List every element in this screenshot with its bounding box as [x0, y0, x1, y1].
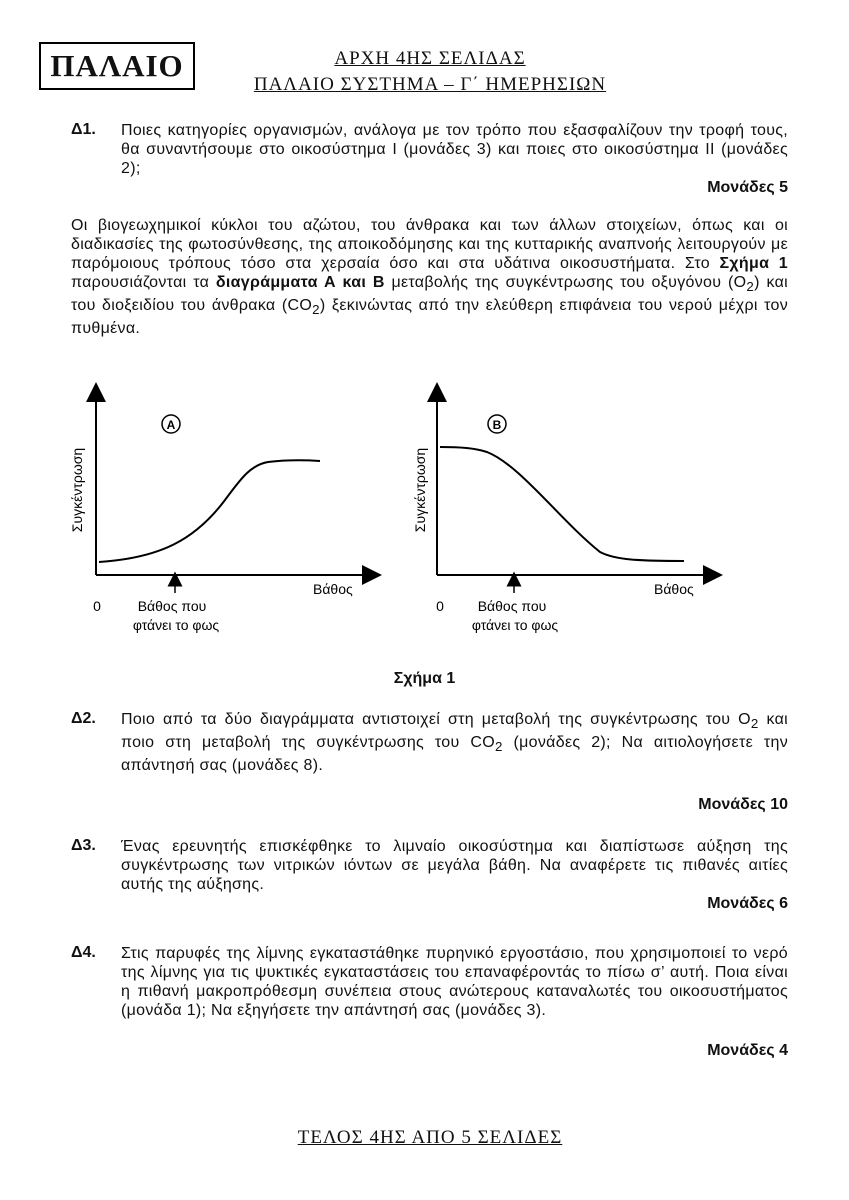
question-d2-marks: Μονάδες 10 [698, 796, 788, 813]
question-d1-marks: Μονάδες 5 [707, 179, 788, 196]
question-d4-text: Στις παρυφές της λίμνης εγκαταστάθηκε πυρηνικό εργοστάσιο, που χρησιμοποιεί το νερό της λίμνης για τις ψυκτικές εγκαταστάσεις του επαναφέροντάς το πίσω σ’ αυτή. Ποια είναι η πιθανή μακροπρόθεσμη συνέπεια στους ανώτερους καταναλωτές του οικοσυστήματος (μονάδα 1); Να εξηγήσετε την απάντησή σας (μονάδες 3). [121, 945, 788, 1019]
chart-b-light-label-2: φτάνει το φως [471, 617, 559, 633]
chart-a-xlabel: Βάθος [313, 581, 353, 597]
intro-text-2: παρουσιάζονται τα [71, 274, 216, 291]
intro-text-5: ) ξεκινώντας από την ελεύθερη επιφάνεια του νερού μέχρι τον πυθμένα. [71, 297, 789, 338]
q2-sub-2: 2 [494, 739, 503, 755]
intro-text-4: ) και του διοξειδίου του άνθρακα (CO [71, 274, 788, 315]
page-header-line1: ΑΡΧΗ 4ΗΣ ΣΕΛΙΔΑΣ [334, 48, 526, 69]
chart-b-light-label-1: Βάθος που [477, 598, 547, 614]
figure-caption: Σχήμα 1 [393, 670, 456, 687]
chart-a-curve [99, 460, 320, 562]
question-d3-number: Δ3. [71, 837, 96, 854]
figure-1 [0, 380, 849, 645]
paleo-stamp: ΠΑΛΑΙΟ [39, 42, 195, 90]
intro-sub-2: 2 [312, 302, 320, 318]
question-d1-number: Δ1. [71, 121, 96, 138]
question-d2-text [121, 710, 788, 775]
chart-b-xlabel: Βάθος [654, 581, 694, 597]
q2-text-1: Ποιο από τα δύο διαγράμματα αντιστοιχεί στη μεταβολή της συγκέντρωσης του O [121, 711, 751, 728]
intro-paragraph [71, 216, 788, 338]
q2-text-3: (μονάδες 2); Να αιτιολογήσετε την απάντησή σας (μονάδες 8). [121, 734, 788, 775]
chart-a-light-label-2: φτάνει το φως [132, 617, 220, 633]
chart-a-label: A [166, 418, 176, 432]
intro-text-3: μεταβολής της συγκέντρωσης του οξυγόνου (O [384, 274, 747, 291]
page-footer: ΤΕΛΟΣ 4ΗΣ ΑΠΟ 5 ΣΕΛΙΔΕΣ [297, 1127, 563, 1148]
chart-a-light-label-1: Βάθος που [137, 598, 207, 614]
intro-sub-1: 2 [746, 279, 755, 295]
chart-b-curve [440, 447, 684, 561]
figure-ref: Σχήμα 1 [719, 255, 789, 272]
chart-b-zero: 0 [436, 598, 444, 614]
q2-sub-1: 2 [750, 716, 759, 732]
question-d4-number: Δ4. [71, 944, 96, 961]
chart-a [69, 392, 372, 633]
chart-b-label: B [492, 418, 502, 432]
intro-text-1: Οι βιογεωχημικοί κύκλοι του αζώτου, του άνθρακα και των άλλων στοιχείων, όπως και οι διαδικασίες της φωτοσύνθεσης, της αποικοδόμησης και της κυτταρικής αναπνοής λειτουργούν με παρόμοιους τρόπους τόσο στα χερσαία όσο και στα υδάτινα οικοσυστήματα. Στο [71, 217, 788, 272]
chart-a-ylabel: Συγκέντρωση [69, 447, 85, 533]
chart-a-zero: 0 [93, 598, 101, 614]
chart-b [412, 392, 713, 633]
question-d1-text: Ποιες κατηγορίες οργανισμών, ανάλογα με τον τρόπο που εξασφαλίζουν την τροφή τους, θα συναντήσουμε στο οικοσύστημα I (μονάδες 3) και ποιες στο οικοσύστημα II (μονάδες 2); [121, 122, 788, 177]
question-d2-number: Δ2. [71, 710, 96, 727]
diagrams-ref: διαγράμματα Α και Β [215, 274, 385, 291]
chart-b-ylabel: Συγκέντρωση [412, 447, 428, 533]
question-d3-marks: Μονάδες 6 [707, 895, 788, 912]
page-header-line2: ΠΑΛΑΙΟ ΣΥΣΤΗΜΑ – Γ΄ ΗΜΕΡΗΣΙΩΝ [253, 74, 607, 95]
q2-text-2: και ποιο στη μεταβολή της συγκέντρωσης του CO [121, 711, 788, 752]
question-d4-marks: Μονάδες 4 [707, 1042, 788, 1059]
question-d3-text: Ένας ερευνητής επισκέφθηκε το λιμναίο οικοσύστημα και διαπίστωσε αύξηση της συγκέντρωσης των νιτρικών ιόντων σε μεγάλα βάθη. Να αναφέρετε τις πιθανές αιτίες αυτής της αύξησης. [121, 838, 788, 893]
